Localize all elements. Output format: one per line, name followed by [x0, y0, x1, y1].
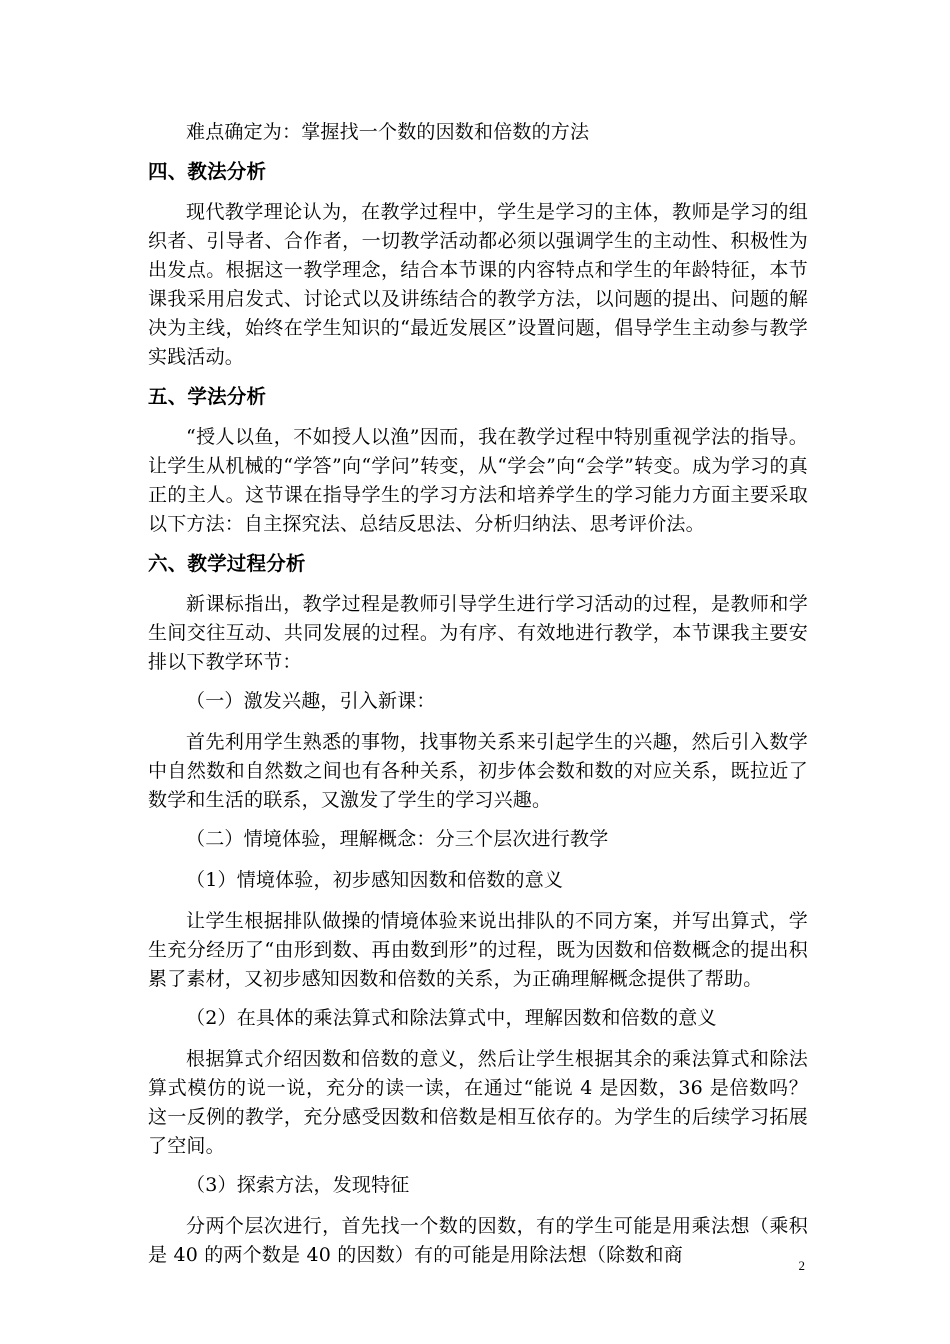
page-number: 2 [798, 1258, 805, 1273]
subsection-2-1-paragraph: 让学生根据排队做操的情境体验来说出排队的不同方案，并写出算式，学生充分经历了“由形到数、再由数到形”的过程，既为因数和倍数概念的提出积累了素材，又初步感知因数和倍数的关系，为正确理解概念提供了帮助。 [148, 910, 808, 990]
difficulty-paragraph: 难点确定为：掌握找一个数的因数和倍数的方法 [186, 121, 590, 143]
subsection-1-paragraph: 首先利用学生熟悉的事物，找事物关系来引起学生的兴趣，然后引入数学中自然数和自然数之间也有各种关系，初步体会数和数的对应关系，既拉近了数学和生活的联系，又激发了学生的学习兴趣。 [148, 731, 808, 811]
subsection-heading-2: （二）情境体验，理解概念：分三个层次进行教学 [186, 828, 609, 850]
section-heading-learning-method: 五、学法分析 [148, 385, 267, 408]
subsection-2-3-paragraph: 分两个层次进行，首先找一个数的因数，有的学生可能是用乘法想（乘积是 40 的两个数是 40 的因数）有的可能是用除法想（除数和商 [148, 1215, 808, 1266]
section-heading-teaching-process: 六、教学过程分析 [148, 552, 306, 575]
subsection-heading-2-2: （2）在具体的乘法算式和除法算式中，理解因数和倍数的意义 [186, 1007, 717, 1029]
learning-method-paragraph: “授人以鱼，不如授人以渔”因而，我在教学过程中特别重视学法的指导。让学生从机械的“学答”向“学问”转变，从“学会”向“会学”转变。成为学习的真正的主人。这节课在指导学生的学习方法和培养学生的学习能力方面主要采取以下方法：自主探究法、总结反思法、分析归纳法、思考评价法。 [148, 426, 808, 535]
subsection-heading-1: （一）激发兴趣，引入新课： [186, 690, 436, 712]
section-heading-teaching-method: 四、教法分析 [148, 160, 267, 183]
subsection-2-2-paragraph: 根据算式介绍因数和倍数的意义，然后让学生根据其余的乘法算式和除法算式模仿的说一说，充分的读一读，在通过“能说 4 是因数，36 是倍数吗？这一反例的教学，充分感受因数和倍数是相互依存的。为学生的后续学习拓展了空间。 [148, 1048, 808, 1157]
teaching-process-intro-paragraph: 新课标指出，教学过程是教师引导学生进行学习活动的过程，是教师和学生间交往互动、共同发展的过程。为有序、有效地进行教学，本节课我主要安排以下教学环节： [148, 593, 808, 673]
subsection-heading-2-1: （1）情境体验，初步感知因数和倍数的意义 [186, 869, 564, 891]
subsection-heading-2-3: （3）探索方法，发现特征 [186, 1174, 410, 1196]
teaching-method-paragraph: 现代教学理论认为，在教学过程中，学生是学习的主体，教师是学习的组织者、引导者、合作者，一切教学活动都必须以强调学生的主动性、积极性为出发点。根据这一教学理念，结合本节课的内容特点和学生的年龄特征，本节课我采用启发式、讨论式以及讲练结合的教学方法，以问题的提出、问题的解决为主线，始终在学生知识的“最近发展区”设置问题，倡导学生主动参与教学实践活动。 [148, 201, 808, 368]
document-body [148, 118, 808, 1280]
